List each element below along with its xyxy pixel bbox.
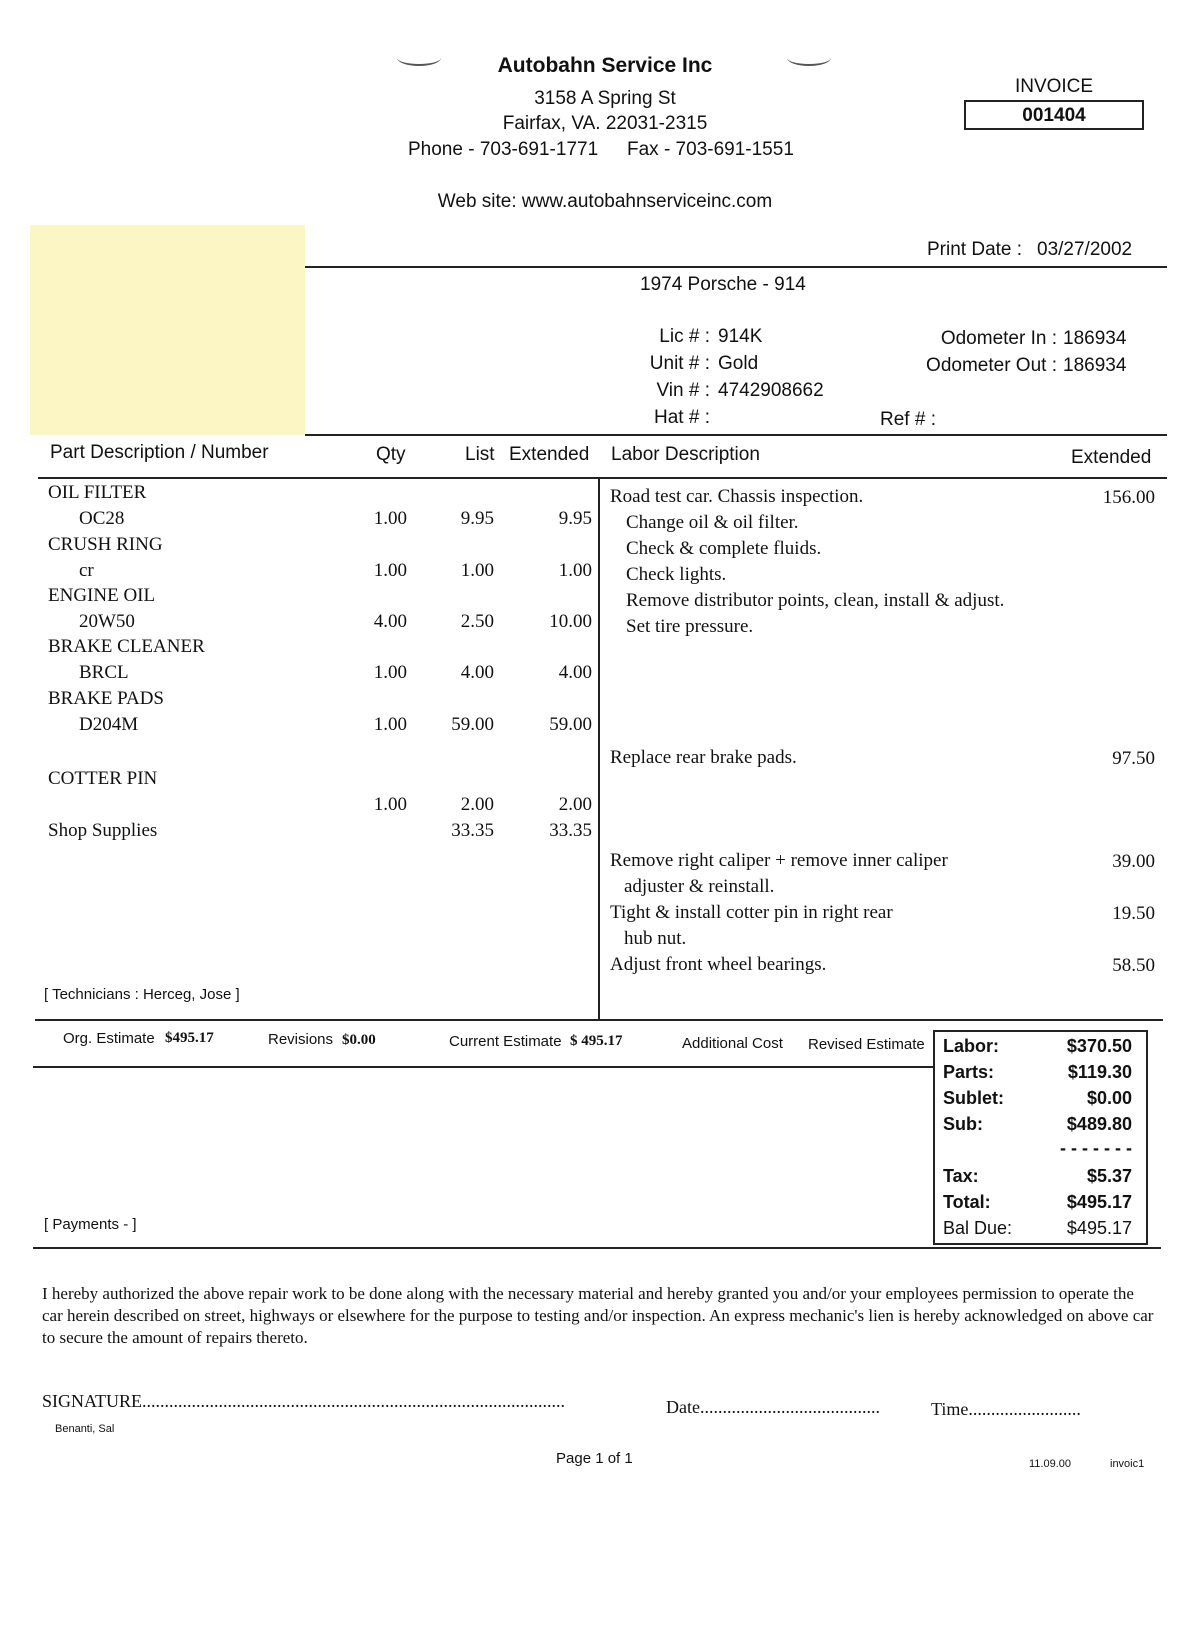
part-list: 2.00 (460, 794, 494, 815)
authorization-text: I hereby authorized the above repair work to be done along with the necessary material and hereby granted you and/or your employees permission to operate the car herein described on street, highways or elsewhere for the purpose to testing and/or inspection. An express mechanic's lien is hereby acknowledged on above car to secure the amount of repairs thereto. (42, 1284, 1154, 1347)
labor-line: adjuster & reinstall. (624, 876, 775, 897)
labor-line: Check lights. (626, 564, 727, 585)
ref-label: Ref # : (880, 409, 936, 430)
labor-line: Check & complete fluids. (626, 538, 822, 559)
balance-due-value: $495.17 (1066, 1218, 1132, 1238)
part-ext: 33.35 (549, 820, 592, 841)
part-number: OC28 (79, 508, 125, 529)
part-qty: 1.00 (373, 714, 407, 735)
current-estimate-label: Current Estimate (449, 1033, 562, 1050)
technicians: [ Technicians : Herceg, Jose ] (44, 986, 240, 1003)
labor-line: Change oil & oil filter. (626, 512, 799, 533)
part-name: BRAKE PADS (48, 688, 164, 709)
sublet-total-value: $0.00 (1086, 1088, 1132, 1108)
part-name: Shop Supplies (48, 820, 158, 841)
labor-line: Set tire pressure. (626, 616, 754, 637)
part-name: COTTER PIN (48, 768, 158, 789)
part-list: 4.00 (460, 662, 494, 683)
labor-amount: 39.00 (1112, 851, 1155, 872)
labor-line: Adjust front wheel bearings. (610, 954, 827, 975)
part-qty: 1.00 (373, 560, 407, 581)
part-ext: 4.00 (558, 662, 592, 683)
part-qty: 4.00 (373, 611, 407, 632)
company-website: Web site: www.autobahnserviceinc.com (437, 191, 773, 212)
unit-value: Gold (718, 353, 759, 374)
labor-total-value: $370.50 (1066, 1036, 1132, 1056)
labor-line: Tight & install cotter pin in right rear (610, 902, 893, 923)
parts-total-label: Parts: (943, 1062, 995, 1082)
part-name: CRUSH RING (48, 534, 163, 555)
vehicle-title: 1974 Porsche - 914 (640, 274, 806, 295)
lic-label: Lic # : (659, 326, 710, 347)
sub-total-value: $489.80 (1066, 1114, 1132, 1134)
odometer-in-label: Odometer In : (940, 328, 1057, 349)
header-extended: Extended (509, 444, 590, 465)
labor-amount: 97.50 (1112, 748, 1155, 769)
part-qty: 1.00 (373, 662, 407, 683)
header-list: List (465, 444, 495, 465)
header-qty: Qty (376, 444, 406, 465)
part-ext: 2.00 (558, 794, 592, 815)
sticky-note-redaction (30, 225, 305, 435)
part-list: 1.00 (460, 560, 494, 581)
divider-columns (38, 477, 1167, 479)
part-qty: 1.00 (373, 794, 407, 815)
company-name: Autobahn Service Inc (497, 54, 713, 77)
total-value: $495.17 (1066, 1192, 1132, 1212)
company-city: Fairfax, VA. 22031-2315 (502, 113, 708, 134)
invoice-number: 001404 (964, 100, 1144, 130)
odometer-in-value: 186934 (1063, 328, 1127, 349)
part-qty: 1.00 (373, 508, 407, 529)
divider-payments (33, 1247, 1161, 1249)
column-divider (598, 477, 600, 1019)
print-date-label: Print Date : (927, 239, 1023, 260)
revisions-label: Revisions (268, 1031, 334, 1048)
divider-estimates-top (35, 1019, 1163, 1021)
payments: [ Payments - ] (44, 1216, 137, 1233)
labor-line: Remove right caliper + remove inner caliper (610, 850, 948, 871)
part-name: OIL FILTER (48, 482, 147, 503)
part-list: 9.95 (460, 508, 494, 529)
lic-value: 914K (718, 326, 763, 347)
part-list: 59.00 (451, 714, 494, 735)
labor-line: Road test car. Chassis inspection. (610, 486, 864, 507)
part-number: cr (79, 560, 94, 581)
tax-value: $5.37 (1086, 1166, 1132, 1186)
tax-label: Tax: (943, 1166, 979, 1186)
part-ext: 1.00 (558, 560, 592, 581)
labor-amount: 156.00 (1102, 487, 1155, 508)
total-label: Total: (943, 1192, 991, 1212)
odometer-out-value: 186934 (1063, 355, 1127, 376)
labor-total-label: Labor: (943, 1036, 999, 1056)
revised-estimate-label: Revised Estimate (808, 1036, 925, 1053)
sublet-total-label: Sublet: (943, 1088, 1004, 1108)
labor-line: hub nut. (624, 928, 687, 949)
customer-name: Benanti, Sal (55, 1423, 115, 1435)
org-estimate-label: Org. Estimate (63, 1030, 155, 1047)
form-date: 11.09.00 (1029, 1458, 1072, 1470)
part-number: BRCL (79, 662, 129, 683)
totals-dashes: - - - - - - - (1060, 1138, 1132, 1158)
vin-value: 4742908662 (718, 380, 824, 401)
part-ext: 9.95 (558, 508, 592, 529)
revisions-value: $0.00 (342, 1032, 376, 1048)
additional-cost-label: Additional Cost (682, 1035, 783, 1052)
part-ext: 59.00 (549, 714, 592, 735)
labor-amount: 19.50 (1112, 903, 1155, 924)
labor-line: Replace rear brake pads. (610, 747, 797, 768)
part-number: 20W50 (79, 611, 135, 632)
labor-line: Remove distributor points, clean, install & adjust. (626, 590, 1005, 611)
print-date-value: 03/27/2002 (1037, 239, 1133, 260)
part-list: 33.35 (451, 820, 494, 841)
totals-box (933, 1030, 1148, 1245)
divider-header (305, 266, 1167, 268)
labor-amount: 58.50 (1112, 955, 1155, 976)
date-line: Date........................................ (666, 1397, 880, 1417)
company-phone: Phone - 703-691-1771 (408, 139, 599, 160)
part-name: ENGINE OIL (48, 585, 156, 606)
org-estimate-value: $495.17 (165, 1030, 214, 1046)
unit-label: Unit # : (649, 353, 710, 374)
divider-estimates-bottom (33, 1066, 935, 1068)
part-list: 2.50 (460, 611, 494, 632)
page-number: Page 1 of 1 (556, 1450, 633, 1467)
part-number: D204M (79, 714, 139, 735)
balance-due-label: Bal Due: (943, 1218, 1013, 1238)
invoice-label: INVOICE (1014, 76, 1094, 97)
header-labor-extended: Extended (1071, 447, 1152, 468)
part-name: BRAKE CLEANER (48, 636, 205, 657)
part-ext: 10.00 (549, 611, 592, 632)
current-estimate-value: $ 495.17 (570, 1033, 623, 1049)
time-line: Time......................... (931, 1399, 1081, 1419)
odometer-out-label: Odometer Out : (926, 355, 1057, 376)
signature-line: SIGNATURE.............................................................................................. (42, 1391, 566, 1411)
parts-total-value: $119.30 (1067, 1062, 1132, 1082)
divider-vehicle (305, 434, 1167, 436)
sub-total-label: Sub: (943, 1114, 983, 1134)
vin-label: Vin # : (656, 380, 710, 401)
hat-label: Hat # : (654, 407, 710, 428)
company-fax: Fax - 703-691-1551 (627, 139, 794, 160)
header-labor: Labor Description (611, 444, 760, 465)
form-name: invoic1 (1110, 1458, 1145, 1470)
header-part: Part Description / Number (50, 442, 269, 463)
company-street: 3158 A Spring St (534, 88, 676, 109)
